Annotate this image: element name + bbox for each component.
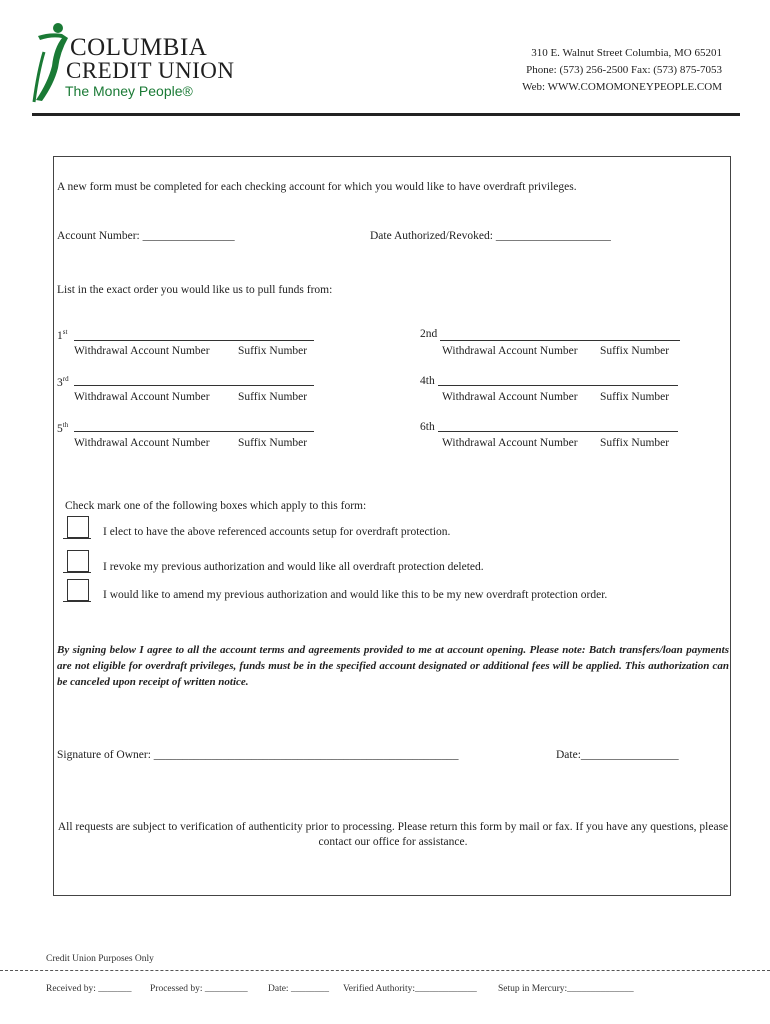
account-number-field[interactable]: Account Number: ________________ (57, 230, 235, 242)
withdrawal-label: Withdrawal Account Number (74, 437, 210, 449)
suffix-label: Suffix Number (600, 345, 670, 357)
overdraft-amend-checkbox[interactable] (67, 579, 89, 601)
withdrawal-label: Withdrawal Account Number (442, 437, 578, 449)
withdrawal-label: Withdrawal Account Number (442, 391, 578, 403)
option-amend-label: I would like to amend my previous authorization and would like this to be my new overdraft protection order. (103, 589, 608, 601)
slot-4-line[interactable] (438, 385, 678, 386)
logo-line2: CREDIT UNION (66, 58, 235, 83)
withdrawal-label: Withdrawal Account Number (74, 391, 210, 403)
processed-by-field[interactable]: Processed by: _________ (150, 984, 248, 994)
list-instruction: List in the exact order you would like us to pull funds from: (57, 284, 333, 296)
checkbox-underline (63, 538, 91, 539)
slot-2-label: 2nd (420, 328, 438, 340)
withdrawal-label: Withdrawal Account Number (74, 345, 210, 357)
overdraft-setup-checkbox[interactable] (67, 516, 89, 538)
footer-title: Credit Union Purposes Only (46, 954, 154, 964)
date-field[interactable]: Date:_________________ (556, 749, 679, 761)
option-setup-label: I elect to have the above referenced accounts setup for overdraft protection. (103, 526, 451, 538)
phone-fax: Phone: (573) 256-2500 Fax: (573) 875-7053 (526, 64, 722, 76)
withdrawal-label: Withdrawal Account Number (442, 345, 578, 357)
street-address: 310 E. Walnut Street Columbia, MO 65201 (531, 47, 722, 59)
suffix-label: Suffix Number (238, 345, 308, 357)
signature-field[interactable]: Signature of Owner: _____________________________________________________ (57, 749, 459, 761)
slot-1-line[interactable] (74, 340, 314, 341)
tear-line (0, 970, 770, 971)
slot-4-label: 4th (420, 375, 435, 387)
suffix-label: Suffix Number (600, 391, 670, 403)
slot-1-label: 1st (57, 328, 68, 342)
intro-text: A new form must be completed for each checking account for which you would like to have overdraft privileges. (57, 181, 577, 193)
setup-mercury-field[interactable]: Setup in Mercury:______________ (498, 984, 634, 994)
footer-date-field[interactable]: Date: ________ (268, 984, 329, 994)
logo-tagline: The Money People® (65, 83, 193, 99)
suffix-label: Suffix Number (600, 437, 670, 449)
verified-authority-field[interactable]: Verified Authority:_____________ (343, 984, 477, 994)
verification-note: All requests are subject to verification of authenticity prior to processing. Please return this form by mail or fax. If you have any questions, please contact our office for assistance. (57, 821, 729, 848)
website: Web: WWW.COMOMONEYPEOPLE.COM (522, 81, 722, 93)
columbia-credit-union-logo (32, 22, 235, 104)
suffix-label: Suffix Number (238, 391, 308, 403)
overdraft-revoke-checkbox[interactable] (67, 550, 89, 572)
suffix-label: Suffix Number (238, 437, 308, 449)
agreement-text: By signing below I agree to all the account terms and agreements provided to me at account opening. Please note: Batch transfers/loan payments are not eligible for overdraft privileges, funds must be in the specified account designated or additional fees will be applied. This authorization can be canceled upon receipt of written notice. (57, 644, 729, 688)
slot-5-label: 5th (57, 421, 69, 435)
option-revoke-label: I revoke my previous authorization and would like all overdraft protection deleted. (103, 561, 484, 573)
slot-3-label: 3rd (57, 375, 69, 389)
checkbox-instruction: Check mark one of the following boxes which apply to this form: (65, 500, 367, 512)
slot-5-line[interactable] (74, 431, 314, 432)
slot-6-line[interactable] (438, 431, 678, 432)
date-authorized-field[interactable]: Date Authorized/Revoked: ____________________ (370, 230, 611, 242)
header-divider (32, 113, 740, 116)
slot-3-line[interactable] (74, 385, 314, 386)
address-block (522, 45, 722, 96)
received-by-field[interactable]: Received by: _______ (46, 984, 132, 994)
checkbox-underline (63, 601, 91, 602)
checkbox-underline (63, 572, 91, 573)
slot-2-line[interactable] (440, 340, 680, 341)
logo-line1: COLUMBIA (70, 34, 208, 61)
slot-6-label: 6th (420, 421, 435, 433)
